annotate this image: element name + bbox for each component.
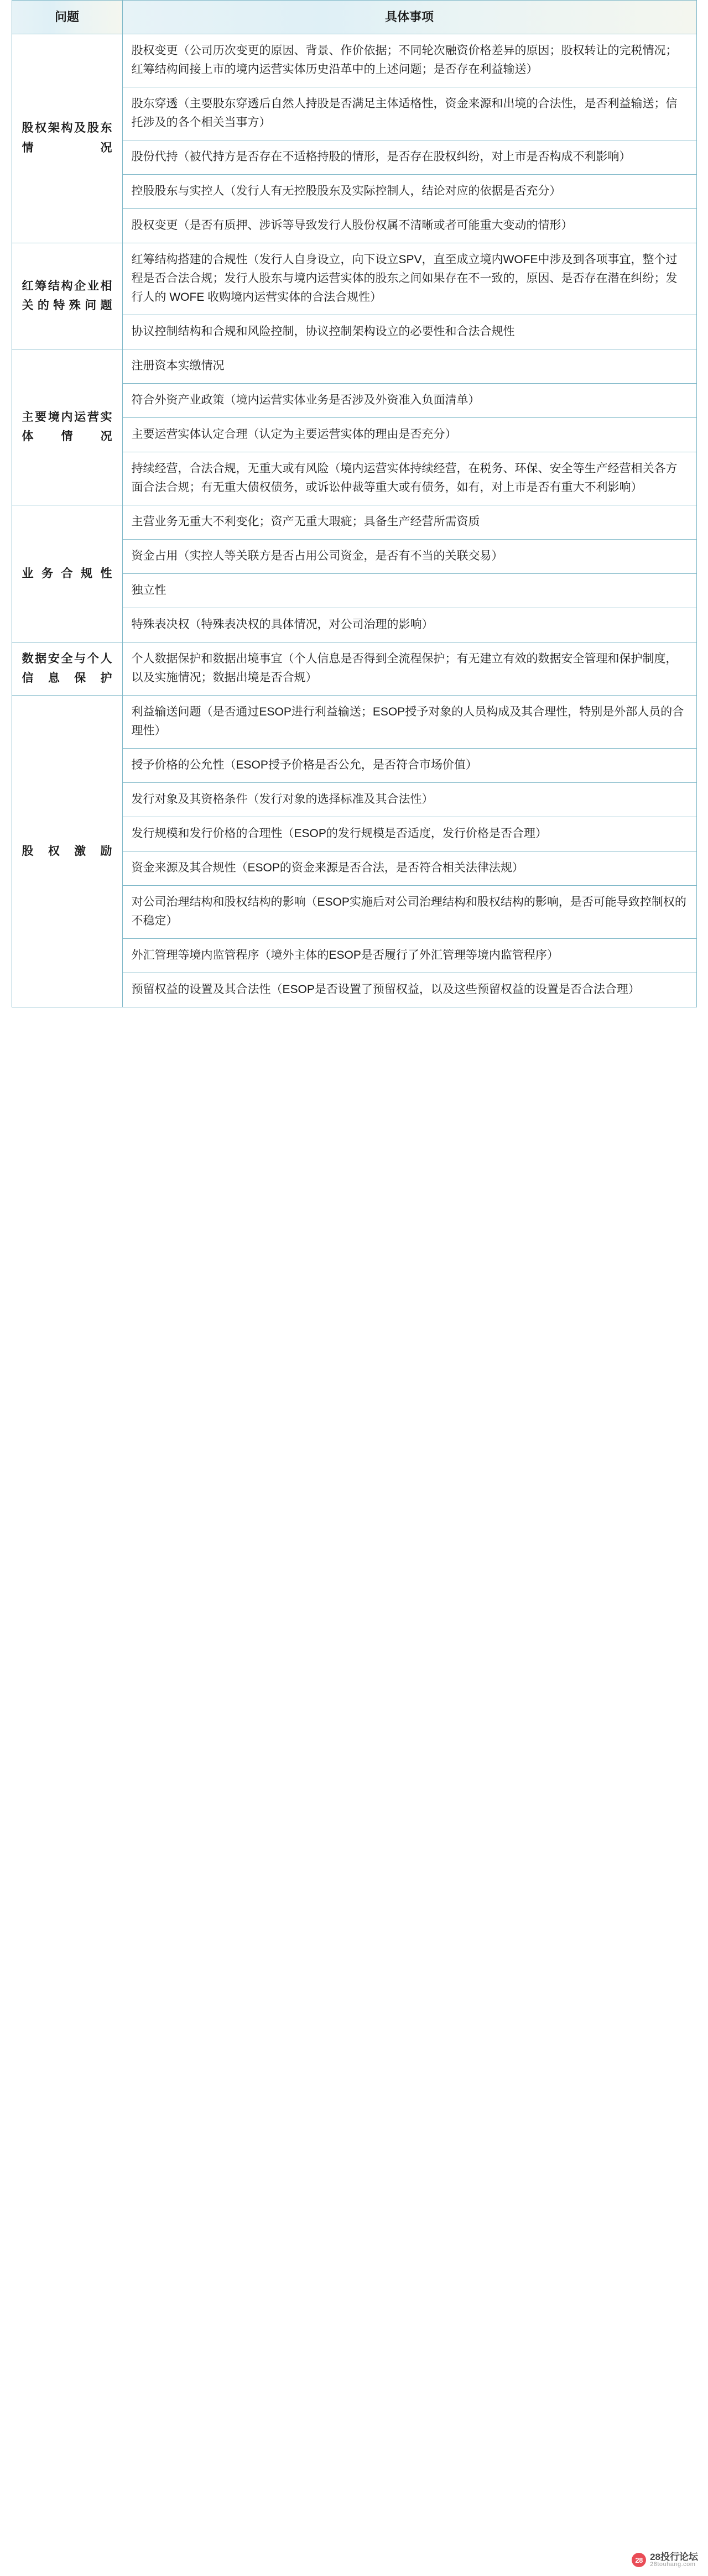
detail-cell: 股权变更（公司历次变更的原因、背景、作价依据；不同轮次融资价格差异的原因；股权转让的完税情况；红筹结构间接上市的境内运营实体历史沿革中的上述问题；是否存在利益输送）: [122, 34, 696, 87]
table-body: [12, 34, 696, 1007]
table-row: [12, 34, 696, 87]
detail-cell: 对公司治理结构和股权结构的影响（ESOP实施后对公司治理结构和股权结构的影响，是否可能导致控制权的不稳定）: [122, 886, 696, 939]
detail-cell: 发行对象及其资格条件（发行对象的选择标准及其合法性）: [122, 783, 696, 817]
category-cell: 业务合规性: [12, 505, 122, 642]
watermark-title: 28投行论坛: [650, 2551, 698, 2562]
category-cell: 主要境内运营实体情况: [12, 349, 122, 505]
watermark: [632, 2552, 698, 2568]
table-row: [12, 695, 696, 748]
due-diligence-table: [12, 0, 697, 1007]
detail-cell: 外汇管理等境内监管程序（境外主体的ESOP是否履行了外汇管理等境内监管程序）: [122, 939, 696, 973]
column-header-detail: 具体事项: [122, 1, 696, 34]
detail-cell: 资金占用（实控人等关联方是否占用公司资金，是否有不当的关联交易）: [122, 539, 696, 573]
category-cell: 数据安全与个人信息保护: [12, 642, 122, 695]
detail-cell: 资金来源及其合规性（ESOP的资金来源是否合法，是否符合相关法律法规）: [122, 851, 696, 886]
table-row: [12, 642, 696, 695]
detail-cell: 独立性: [122, 573, 696, 608]
detail-cell: 注册资本实缴情况: [122, 349, 696, 383]
category-cell: 股权激励: [12, 695, 122, 1007]
detail-cell: 协议控制结构和合规和风险控制，协议控制架构设立的必要性和合法合规性: [122, 315, 696, 349]
detail-cell: 主营业务无重大不利变化；资产无重大瑕疵；具备生产经营所需资质: [122, 505, 696, 539]
table-row: [12, 505, 696, 539]
column-header-issue: 问题: [12, 1, 122, 34]
detail-cell: 主要运营实体认定合理（认定为主要运营实体的理由是否充分）: [122, 417, 696, 452]
detail-cell: 符合外资产业政策（境内运营实体业务是否涉及外资准入负面清单）: [122, 383, 696, 417]
watermark-url: 28touhang.com: [650, 2561, 696, 2568]
detail-cell: 红筹结构搭建的合规性（发行人自身设立，向下设立SPV，直至成立境内WOFE中涉及到各项事宜，整个过程是否合法合规；发行人股东与境内运营实体的股东之间如果存在不一致的，原因、是否存在潜在纠纷；发行人的 WOFE 收购境内运营实体的合法合规性）: [122, 243, 696, 315]
detail-cell: 控股股东与实控人（发行人有无控股股东及实际控制人，结论对应的依据是否充分）: [122, 174, 696, 208]
detail-cell: 股份代持（被代持方是否存在不适格持股的情形，是否存在股权纠纷，对上市是否构成不利影响）: [122, 140, 696, 174]
detail-cell: 股权变更（是否有质押、涉诉等导致发行人股份权属不清晰或者可能重大变动的情形）: [122, 208, 696, 243]
watermark-text: [650, 2552, 698, 2568]
detail-cell: 个人数据保护和数据出境事宜（个人信息是否得到全流程保护；有无建立有效的数据安全管理和保护制度，以及实施情况；数据出境是否合规）: [122, 642, 696, 695]
detail-cell: 持续经营，合法合规，无重大或有风险（境内运营实体持续经营，在税务、环保、安全等生产经营相关各方面合法合规；有无重大债权债务，或诉讼仲裁等重大或有债务，如有，对上市是否有重大不利影响）: [122, 452, 696, 505]
detail-cell: 特殊表决权（特殊表决权的具体情况，对公司治理的影响）: [122, 608, 696, 642]
detail-cell: 授予价格的公允性（ESOP授予价格是否公允，是否符合市场价值）: [122, 749, 696, 783]
watermark-logo-icon: 28: [632, 2553, 646, 2567]
table-row: [12, 243, 696, 315]
table-header: [12, 1, 696, 34]
category-cell: 股权架构及股东情况: [12, 34, 122, 243]
detail-cell: 利益输送问题（是否通过ESOP进行利益输送；ESOP授予对象的人员构成及其合理性，特别是外部人员的合理性）: [122, 695, 696, 748]
detail-cell: 发行规模和发行价格的合理性（ESOP的发行规模是否适度，发行价格是否合理）: [122, 817, 696, 851]
category-cell: 红筹结构企业相关的特殊问题: [12, 243, 122, 349]
table-row: [12, 349, 696, 383]
table-header-row: [12, 1, 696, 34]
detail-cell: 预留权益的设置及其合法性（ESOP是否设置了预留权益，以及这些预留权益的设置是否合法合理）: [122, 973, 696, 1007]
detail-cell: 股东穿透（主要股东穿透后自然人持股是否满足主体适格性，资金来源和出境的合法性，是否利益输送；信托涉及的各个相关当事方）: [122, 87, 696, 140]
